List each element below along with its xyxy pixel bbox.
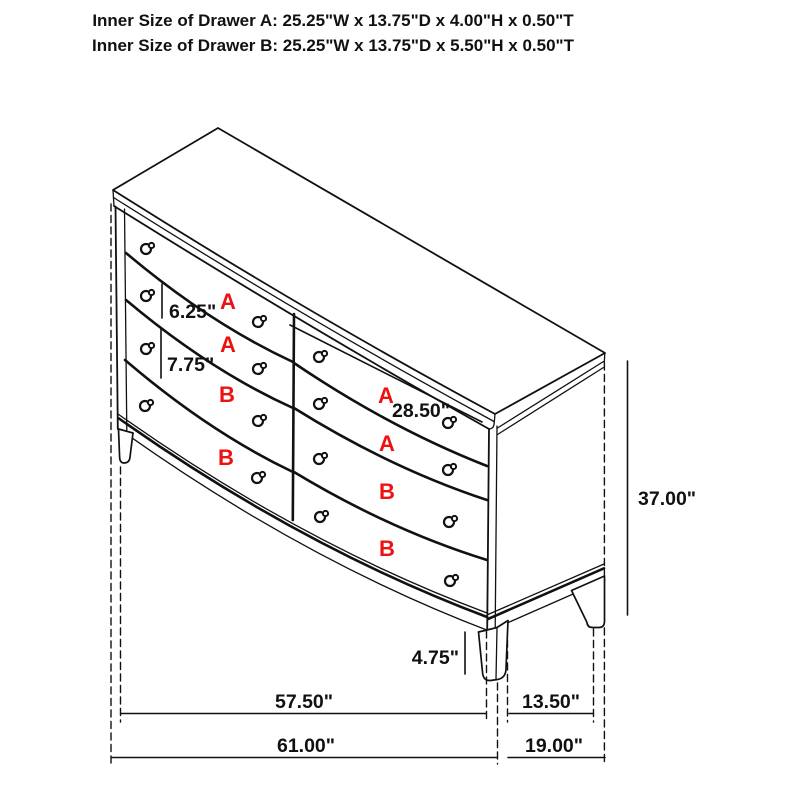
right-drawer-4-label: B [379, 536, 395, 561]
drawer-knob [314, 398, 327, 409]
leg-height-label: 4.75" [411, 647, 459, 669]
drawer-a-height-label: 6.25" [169, 301, 217, 323]
knob-cap [322, 398, 327, 403]
drawer-knob [140, 400, 153, 411]
right-drawer-1-label: A [378, 383, 394, 408]
knob-cap [452, 516, 457, 521]
top-left-corner-cap [113, 190, 114, 206]
left-drawer-3-label: B [219, 382, 235, 407]
drawer-knob [141, 343, 154, 354]
knob-cap [451, 464, 456, 469]
leg-span-depth-label: 13.50" [521, 691, 581, 713]
left-stile-inner-edge [125, 209, 127, 431]
right-drawer-3-label: B [379, 479, 395, 504]
overall-width-label: 61.00" [276, 735, 336, 757]
drawer-knob [443, 464, 456, 475]
knob-cap [149, 290, 154, 295]
knob-cap [148, 400, 153, 405]
knob-cap [323, 511, 328, 516]
left-drawer-2-label: A [220, 332, 236, 357]
drawer-knob [444, 516, 457, 527]
drawer-knob [253, 363, 266, 374]
left-drawer-4-label: B [218, 445, 234, 470]
leg-span-width-label: 57.50" [274, 691, 334, 713]
drawer-knob [141, 290, 154, 301]
knob-cap [149, 343, 154, 348]
knob-cap [261, 415, 266, 420]
knob-cap [261, 316, 266, 321]
knob-cap [322, 351, 327, 356]
right-drawer-2-label: A [379, 431, 395, 456]
knob-cap [149, 243, 154, 248]
drawer-a-inner-size-text: Inner Size of Drawer A: 25.25"W x 13.75"D x 4.00"H x 0.50"T [92, 11, 574, 30]
left-divider-b1-b2 [125, 360, 293, 472]
left-stile-outer-edge [116, 207, 118, 430]
drawer-knob [314, 351, 327, 362]
top-right-corner-cap [489, 414, 495, 429]
left-drawer-1-label: A [220, 289, 236, 314]
front-left-leg [119, 429, 134, 463]
drawer-knob [252, 472, 265, 483]
drawer-knob [253, 415, 266, 426]
cabinet-top [113, 128, 605, 435]
knob-cap [260, 472, 265, 477]
drawer-knob [315, 511, 328, 522]
drawer-knob [445, 575, 458, 586]
knob-cap [453, 575, 458, 580]
drawer-b-inner-size-text: Inner Size of Drawer B: 25.25"W x 13.75"D x 5.50"H x 0.50"T [91, 36, 574, 55]
top-back-corner-cap [604, 353, 605, 363]
knob-cap [451, 417, 456, 422]
drawer-knob [141, 243, 154, 254]
right-corner-post-inner-edge [495, 426, 497, 629]
front-rail-face-line [119, 419, 487, 618]
drawer-width-label: 28.50" [391, 400, 451, 422]
drawer-knob [314, 453, 327, 464]
knob-cap [322, 453, 327, 458]
right-corner-post-outer-edge [487, 429, 489, 631]
drawer-b-height-label: 7.75" [167, 354, 215, 376]
drawer-knob [253, 316, 266, 327]
overall-depth-label: 19.00" [524, 735, 584, 757]
front-rail-top-edge [118, 414, 487, 613]
overall-height-label: 37.00" [638, 488, 697, 510]
front-right-leg [479, 621, 509, 681]
back-right-leg [572, 576, 605, 628]
dresser-drawing [111, 128, 696, 764]
knob-cap [261, 363, 266, 368]
center-divider [293, 314, 294, 520]
